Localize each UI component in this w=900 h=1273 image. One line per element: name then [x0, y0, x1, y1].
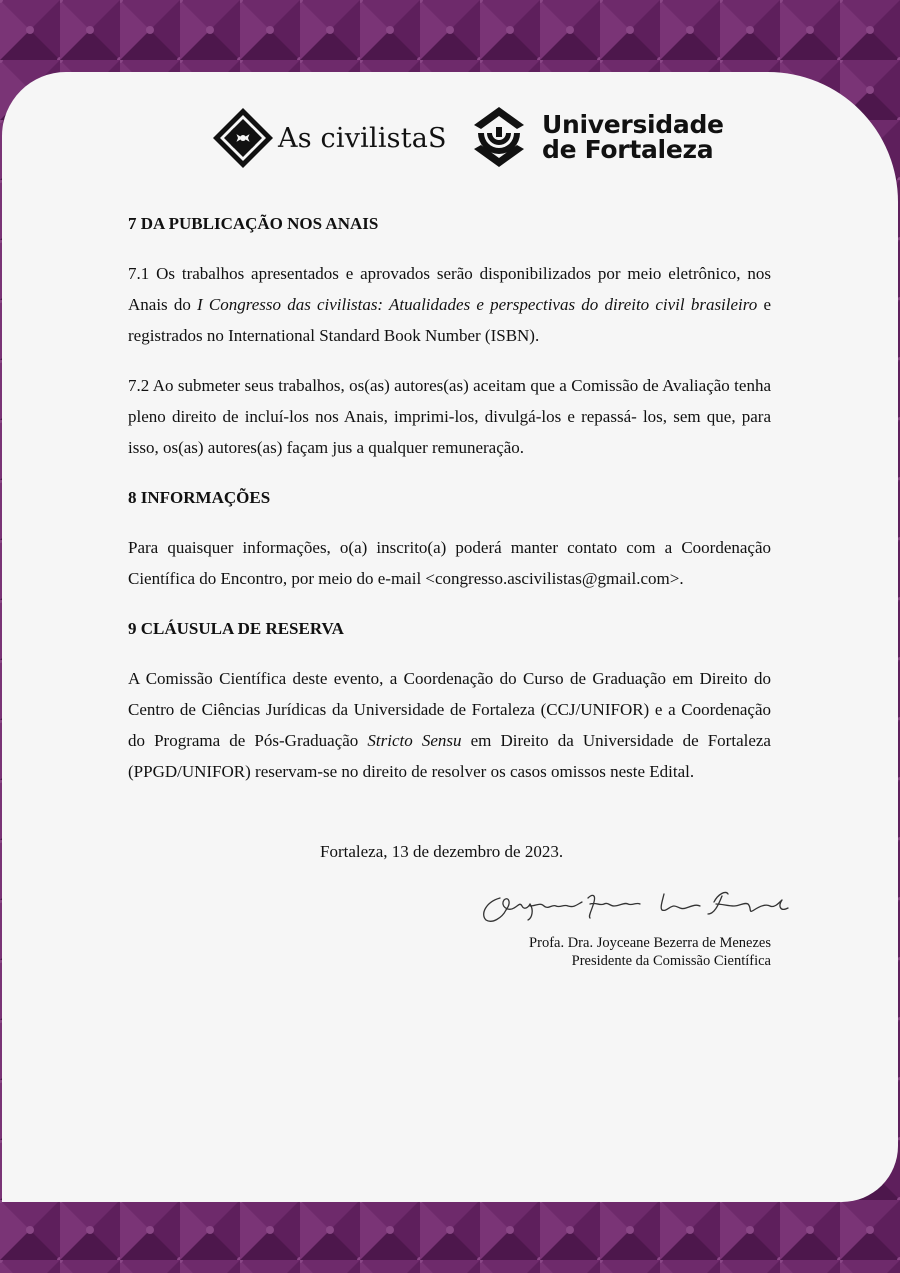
handwritten-signature: [478, 884, 798, 930]
signer-name: Profa. Dra. Joyceane Bezerra de Menezes: [529, 935, 771, 951]
section-9-paragraph: [128, 663, 771, 787]
section-9-heading: 9 CLÁUSULA DE RESERVA: [128, 619, 344, 638]
diamond-emblem-icon: [212, 107, 274, 169]
section-9-text-start: A Comissão Científica deste evento, a Coordenação do Curso de Graduação em Direito do Centro de Ciências Jurídicas da Universidade de Fortaleza (CCJ/UNIFOR) e a Coordenação do Programa de Pós-Graduação: [128, 669, 771, 750]
section-7-heading: 7 DA PUBLICAÇÃO NOS ANAIS: [128, 214, 379, 233]
logo-universidade-de-fortaleza: [470, 104, 724, 170]
section-9-stricto-sensu: Stricto Sensu: [367, 731, 462, 750]
section-8-heading: 8 INFORMAÇÕES: [128, 488, 271, 507]
section-7-1-event-title: I Congresso das civilistas: Atualidades e perspectivas do direito civil brasileiro: [197, 295, 758, 314]
signer-role: Presidente da Comissão Científica: [571, 953, 771, 969]
header-logos: [0, 104, 900, 172]
section-7-2-paragraph: 7.2 Ao submeter seus trabalhos, os(as) autores(as) aceitam que a Comissão de Avaliação tenha pleno direito de incluí-los nos Anais, imprimi-los, divulgá-los e repassá- los, sem que, para isso, os(as) autores(as) façam jus a qualquer remuneração.: [128, 376, 771, 457]
place-date: Fortaleza, 13 de dezembro de 2023.: [320, 842, 564, 861]
unifor-wordmark-line1: Universidade: [542, 110, 724, 139]
section-9-text-end: em Direito da Universidade de Fortaleza (PPGD/UNIFOR) reservam-se no direito de resolver os casos omissos neste Edital.: [128, 731, 771, 781]
logo-as-civilistas: [212, 106, 447, 170]
document-body: [128, 200, 771, 787]
section-7-1-paragraph: [128, 258, 771, 351]
unifor-emblem-icon: [470, 105, 528, 169]
civilistas-wordmark: As civilistaS: [278, 122, 447, 154]
section-8-paragraph: Para quaisquer informações, o(a) inscrito(a) poderá manter contato com a Coordenação Científica do Encontro, por meio do e-mail <congresso.ascivilistas@gmail.com>.: [128, 538, 771, 588]
unifor-wordmark: [542, 112, 724, 162]
section-7-1-text-start: 7.1 Os trabalhos apresentados e aprovados serão disponibilizados por meio eletrônico, nos Anais do: [128, 264, 771, 314]
section-7-1-text-end: e registrados no International Standard Book Number (ISBN).: [128, 295, 772, 345]
unifor-wordmark-line2: de Fortaleza: [542, 135, 714, 164]
